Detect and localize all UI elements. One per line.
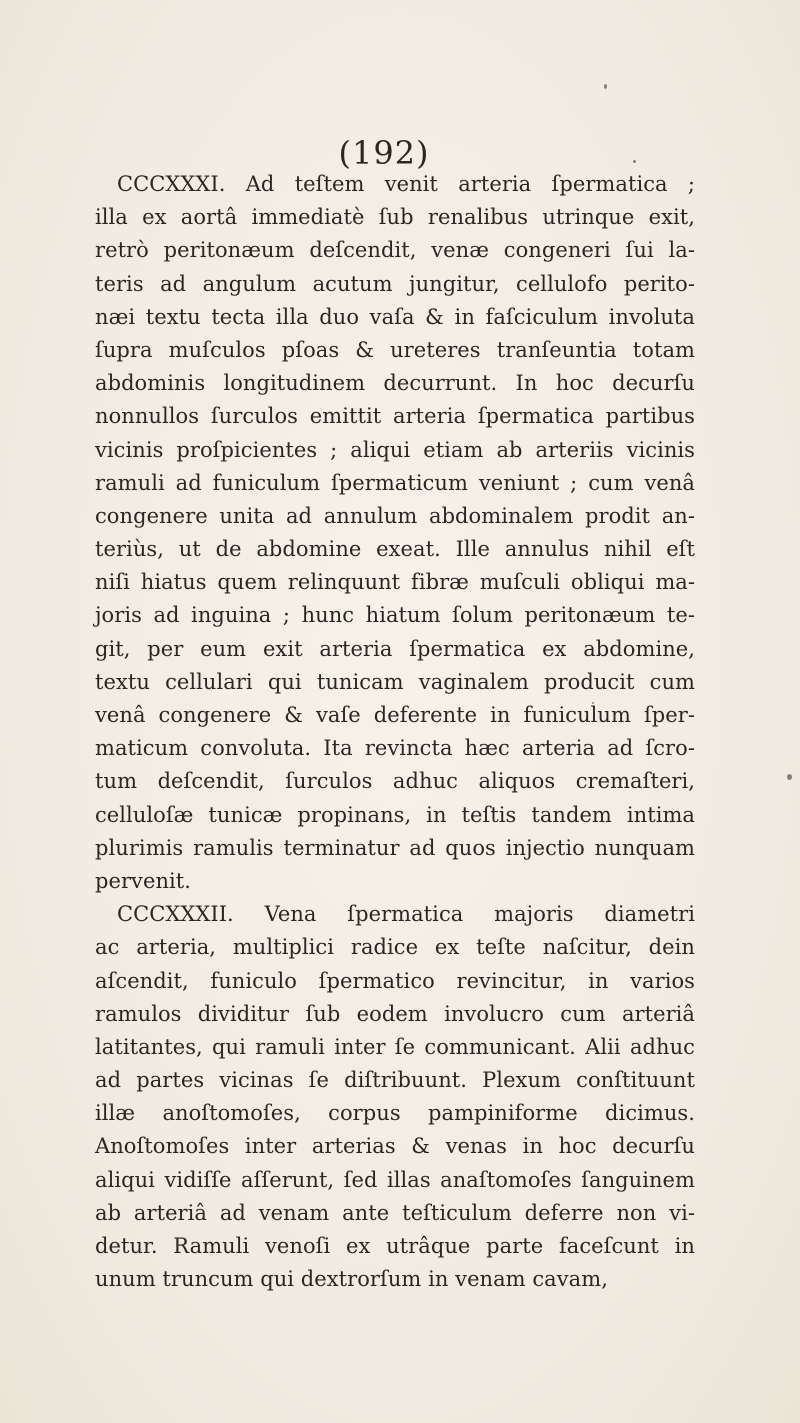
text-line: retrò peritonæum deſcendit, venæ congeneri ſui la- — [95, 238, 695, 263]
text-line: ab arteriâ ad venam ante teſticulum deferre non vi- — [95, 1200, 695, 1225]
text-line: ac arteria, multiplici radice ex teſte naſcitur, dein — [95, 935, 695, 960]
text-line: ramulos dividitur ſub eodem involucro cum arteriâ — [95, 1001, 695, 1026]
text-line: unum truncum qui dextrorſum in venam cavam, — [95, 1267, 608, 1292]
text-line: ſupra muſculos pſoas & ureteres tranſeuntia totam — [95, 337, 695, 362]
text-line: CCCXXXI. Ad teſtem venit arteria ſpermatica ; — [117, 172, 695, 196]
page-number: (192) — [338, 134, 430, 172]
text-line: Anoſtomoſes inter arterias & venas in hoc decurſu — [95, 1134, 695, 1159]
text-line: aliqui vidiſſe aſſerunt, ſed illas anaſtomoſes ſanguinem — [95, 1167, 695, 1192]
body-text — [95, 168, 695, 1296]
text-line: illæ anoſtomoſes, corpus pampiniforme dicimus. — [95, 1101, 695, 1126]
text-line: niſi hiatus quem relinquunt fibræ muſculi obliqui ma- — [95, 570, 695, 595]
text-line: maticum convoluta. Ita revincta hæc arteria ad ſcro- — [95, 736, 695, 761]
text-line: tum deſcendit, ſurculos adhuc aliquos cremaſteri, — [95, 769, 695, 794]
text-line: teris ad angulum acutum jungitur, cellulofo perito- — [95, 271, 695, 296]
text-line: ad partes vicinas ſe diſtribuunt. Plexum conſtituunt — [95, 1068, 695, 1093]
text-line: teriùs, ut de abdomine exeat. Ille annulus nihil eſt — [95, 537, 695, 562]
text-line: CCCXXXII. Vena ſpermatica majoris diametri — [117, 902, 695, 927]
text-line: git, per eum exit arteria ſpermatica ex abdomine, — [95, 636, 695, 661]
text-line: venâ congenere & vaſe deferente in funiculum ſper- — [95, 703, 695, 727]
text-line: nonnullos ſurculos emittit arteria ſpermatica partibus — [95, 404, 695, 429]
text-line: congenere unita ad annulum abdominalem prodit an- — [95, 503, 695, 528]
text-line: aſcendit, funiculo ſpermatico revincitur, in varios — [95, 968, 695, 993]
text-line: textu cellulari qui tunicam vaginalem producit cum — [95, 669, 695, 694]
text-line: ramuli ad funiculum ſpermaticum veniunt ; cum venâ — [95, 470, 695, 495]
text-line: vicinis proſpicientes ; aliqui etiam ab arteriis vicinis — [95, 437, 695, 462]
text-line: pervenit. — [95, 868, 192, 893]
text-line: latitantes, qui ramuli inter ſe communicant. Alii adhuc — [95, 1034, 695, 1059]
text-line: detur. Ramuli venoſi ex utrâque parte faceſcunt in — [95, 1234, 695, 1258]
text-line: joris ad inguina ; hunc hiatum ſolum peritonæum te- — [95, 603, 695, 628]
text-line: næi textu tecta illa duo vaſa & in faſciculum involuta — [95, 304, 695, 329]
text-line: plurimis ramulis terminatur ad quos injectio nunquam — [95, 835, 695, 860]
text-line: abdominis longitudinem decurrunt. In hoc decurſu — [95, 371, 695, 396]
text-line: illa ex aortâ immediatè ſub renalibus utrinque exit, — [95, 205, 695, 230]
text-line: celluloſæ tunicæ propinans, in teſtis tandem intima — [95, 802, 695, 827]
